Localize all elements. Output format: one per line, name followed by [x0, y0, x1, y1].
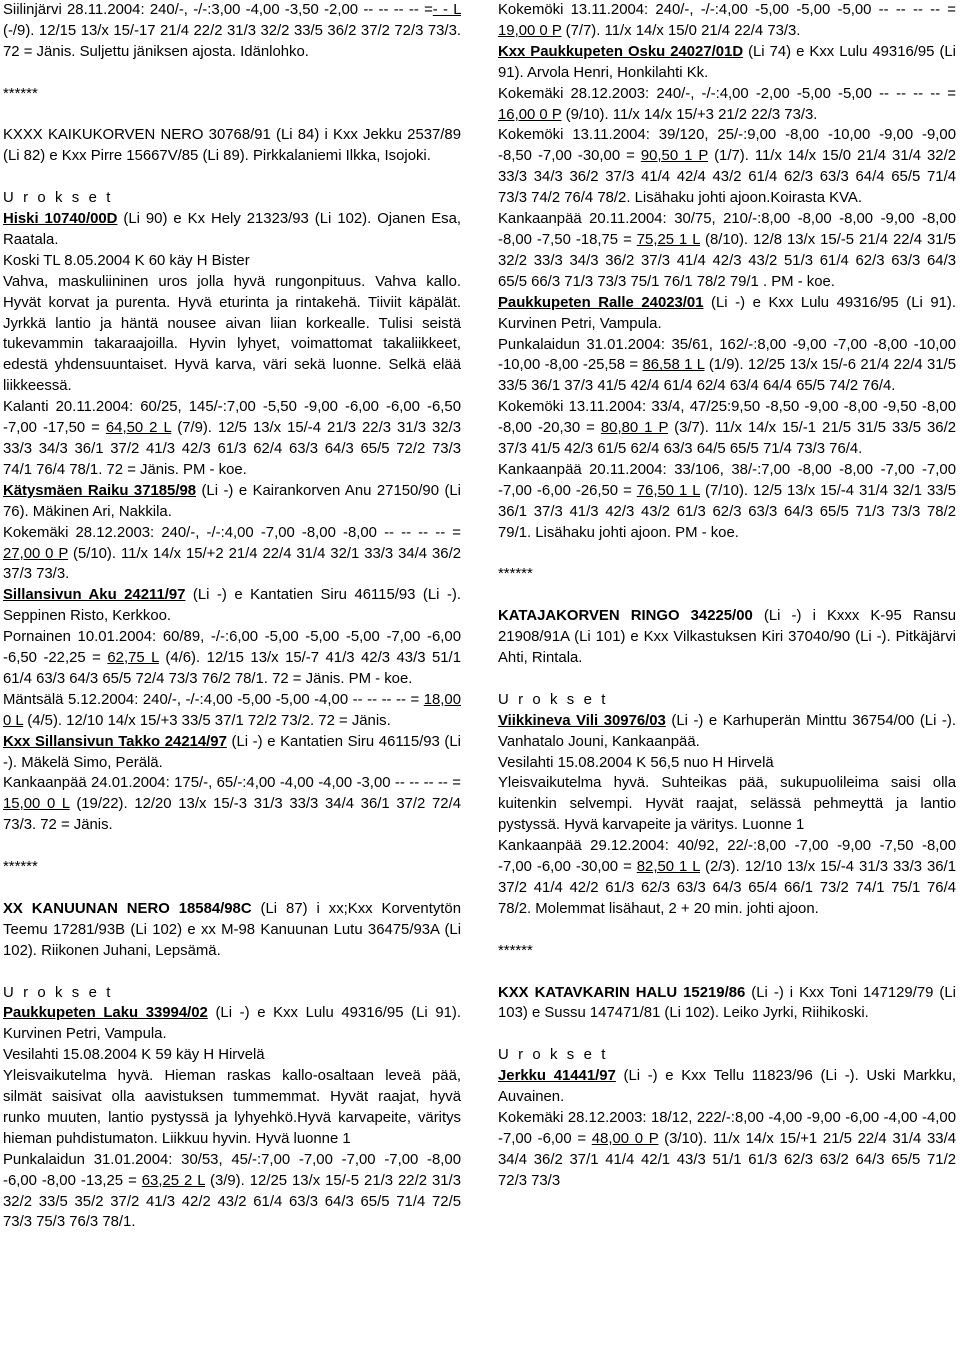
trial-result: 90,50 1 P	[640, 148, 709, 165]
offspring-entry: Paukkupeten Laku 33994/02 (Li -) e Kxx Lulu 49316/95 (Li 91). Kurvinen Petri, Vampula.	[3, 1005, 461, 1043]
offspring-entry: Paukkupeten Ralle 24023/01 (Li -) e Kxx Lulu 49316/95 (Li 91). Kurvinen Petri, Vampula.	[498, 294, 956, 332]
trial-result: 75,25 1 L	[636, 231, 701, 248]
trial-result: 76,50 1 L	[636, 482, 701, 499]
trial-record: Punkalaidun 31.01.2004: 30/53, 45/-:7,00 -7,00 -7,00 -7,00 -8,00 -6,00 -8,00 -13,25 = 63,25 2 L (3/9). 12/25 13/x 15/-5 21/3 22/2 31/3 32/2 33/5 35/2 37/2 41/3 42/2 43/2 61/4 63/3 64/3 65/5 71/4 72/5 73/3 75/3 76/3 78/1.	[3, 1151, 461, 1231]
trial-record: Kokemöki 13.11.2004: 33/4, 47/25:9,50 -8,50 -9,00 -8,00 -9,50 -8,00 -8,00 -20,30 = 80,80 1 P (3/7). 11/x 14/x 15/-1 21/5 31/5 33/5 36/2 37/3 41/5 42/3 61/5 62/4 63/3 64/5 65/5 71/4 73/3 76/4.	[498, 399, 956, 458]
trial-record: Mäntsälä 5.12.2004: 240/-, -/-:4,00 -5,00 -5,00 -4,00 -- -- -- -- = 18,00 0 L (4/5). 12/10 14/x 15/+3 33/5 37/1 72/2 73/2. 72 = Jänis.	[3, 691, 461, 729]
trial-record: Pornainen 10.01.2004: 60/89, -/-:6,00 -5,00 -5,00 -5,00 -7,00 -6,00 -6,50 -22,25 = 62,75 L (4/6). 12/15 13/x 15/-7 41/3 42/3 43/3 51/1 61/4 63/3 64/3 65/5 72/4 73/3 76/2 78/1. 72 = Jänis. PM - koe.	[3, 629, 461, 687]
urokset-heading: U r o k s e t	[498, 1047, 608, 1064]
section-separator: ******	[498, 942, 533, 959]
trial-record: Kokemöki 13.11.2004: 240/-, -/-:4,00 -5,00 -5,00 -5,00 -- -- -- -- = 19,00 0 P (7/7). 11/x 14/x 15/0 21/4 22/4 73/3.	[498, 2, 956, 39]
show-critique: Yleisvaikutelma hyvä. Suhteikas pää, sukupuolileima saisi olla kuitenkin selvempi. Hyvät raajat, selässä pehmeyttä ja lantio pystyssä. Hyvä karvapeite ja väritys. Luonne 1	[498, 775, 956, 834]
trial-record: Kankaanpää 20.11.2004: 30/75, 210/-:8,00 -8,00 -8,00 -9,00 -8,00 -8,00 -7,50 -18,75 = 75,25 1 L (8/10). 12/8 13/x 15/-5 21/4 22/4 31/5 32/2 33/3 34/3 36/2 37/3 41/4 42/3 43/2 51/3 61/4 62/3 63/3 64/3 65/5 66/3 71/3 73/3 75/1 76/1 78/2 79/1 . PM - koe.	[498, 211, 956, 290]
trial-result: 27,00 0 P	[3, 545, 69, 562]
sire-entry-heading: KXXX KAIKUKORVEN NERO 30768/91 (Li 84) i Kxx Jekku 2537/89 (Li 82) e Kxx Pirre 15667V/85 (Li 89). Pirkkalaniemi Ilkka, Isojoki.	[3, 127, 461, 165]
trial-result: 80,80 1 P	[600, 420, 669, 437]
trial-record: Kokemäki 28.12.2003: 240/-, -/-:4,00 -2,00 -5,00 -5,00 -- -- -- -- = 16,00 0 P (9/10). 11/x 14/x 15/+3 21/2 22/3 73/3.	[498, 85, 956, 123]
offspring-entry: Viikkineva Vili 30976/03 (Li -) e Karhuperän Minttu 36754/00 (Li -). Vanhatalo Jouni, Kankaanpää.	[498, 712, 956, 750]
trial-record: Kankaanpää 20.11.2004: 33/106, 38/-:7,00 -8,00 -8,00 -7,00 -7,00 -7,00 -6,00 -26,50 = 76,50 1 L (7/10). 12/5 13/x 15/-4 31/4 32/1 33/5 36/1 37/3 41/3 42/3 43/2 61/3 62/3 63/3 64/3 65/5 71/3 73/3 78/2 79/1. Lisähaku johti ajoon. PM - koe.	[498, 461, 956, 541]
offspring-name: Kxx Paukkupeten Osku 24027/01D	[498, 43, 744, 60]
urokset-heading: U r o k s e t	[498, 691, 608, 708]
offspring-entry: Hiski 10740/00D (Li 90) e Kx Hely 21323/93 (Li 102). Ojanen Esa, Raatala.	[3, 211, 461, 248]
show-record: Vesilahti 15.08.2004 K 59 käy H Hirvelä	[3, 1047, 265, 1064]
offspring-name: Jerkku 41441/97	[498, 1068, 616, 1085]
trial-result: 64,50 2 L	[105, 420, 172, 437]
offspring-name: Sillansivun Aku 24211/97	[3, 587, 186, 604]
urokset-heading: U r o k s e t	[3, 190, 113, 207]
trial-record: Kalanti 20.11.2004: 60/25, 145/-:7,00 -5,50 -9,00 -6,00 -6,00 -6,50 -7,00 -17,50 = 64,50 2 L (7/9). 12/5 13/x 15/-4 21/3 22/3 31/3 32/3 33/3 34/3 36/1 37/2 41/3 42/3 61/3 62/4 63/3 64/3 65/5 72/2 73/3 74/1 76/4 78/1. 72 = Jänis. PM - koe.	[3, 399, 461, 478]
left-column	[3, 0, 461, 1233]
trial-record: Siilinjärvi 28.11.2004: 240/-, -/-:3,00 -4,00 -3,50 -2,00 -- -- -- -- =- - L (-/9). 12/15 13/x 15/-17 21/4 22/2 31/3 32/2 33/5 36/2 37/2 72/3 73/3. 72 = Jänis. Suljettu jäniksen ajosta. Idänlohko.	[3, 2, 461, 60]
sire-entry-heading: KXX KATAVKARIN HALU 15219/86 (Li -) i Kxx Toni 147129/79 (Li 103) e Sussu 147471/81 (Li 102). Leiko Jyrki, Riihikoski.	[498, 984, 956, 1022]
offspring-name: Kätysmäen Raiku 37185/98	[3, 482, 197, 499]
section-separator: ******	[3, 85, 38, 102]
offspring-name: Kxx Sillansivun Takko 24214/97	[3, 733, 227, 750]
offspring-entry: Jerkku 41441/97 (Li -) e Kxx Tellu 11823/96 (Li -). Uski Markku, Auvainen.	[498, 1068, 957, 1106]
offspring-entry: Kxx Paukkupeten Osku 24027/01D (Li 74) e Kxx Lulu 49316/95 (Li 91). Arvola Henri, Honkilahti Kk.	[498, 43, 956, 81]
show-critique: Yleisvaikutelma hyvä. Hieman raskas kallo-osaltaan leveä pää, silmät saisivat olla aavistuksen tummemmat. Hyvät raajat, hyvä runko muuten, lantio pystyssä ja lyhyehkö.Hyvä karvapeite, väritys hieman puhdistumaton. Liikkuu hyvin. Hyvä luonne 1	[3, 1068, 461, 1147]
offspring-name: Paukkupeten Ralle 24023/01	[498, 294, 704, 311]
offspring-name: Hiski 10740/00D	[3, 211, 118, 228]
show-critique: Vahva, maskuliininen uros jolla hyvä rungonpituus. Vahva kallo. Hyvät korvat ja purenta. Hyvä eturinta ja rintakehä. Tiiviit käpälät. Jyrkkä lantio ja häntä nousee aivan liian korkealle. Tulisi seistä tukevammin takaraajoilla. Hyvin lyhyet, voimattomat takaliikkeet, edestä yhdensuuntaiset. Hyvä karva, väri sekä luonne. Selkä elää liikkeessä.	[3, 273, 461, 395]
trial-result: 62,75 L	[107, 650, 159, 667]
show-record: Vesilahti 15.08.2004 K 56,5 nuo H Hirvelä	[498, 754, 774, 771]
offspring-entry: Sillansivun Aku 24211/97 (Li -) e Kantatien Siru 46115/93 (Li -). Seppinen Risto, Kerkkoo.	[3, 587, 462, 625]
trial-record: Kokemöki 13.11.2004: 39/120, 25/-:9,00 -8,00 -10,00 -9,00 -9,00 -8,50 -7,00 -30,00 = 90,50 1 P (1/7). 11/x 14/x 15/0 21/4 31/4 32/2 33/3 34/3 36/2 37/3 41/4 42/4 43/2 61/4 62/3 63/3 64/4 65/5 71/4 73/3 74/2 76/4 78/2. Lisähaku johti ajoon.Koirasta KVA.	[498, 127, 957, 207]
trial-result: 86,58 1 L	[642, 357, 705, 374]
trial-record: Punkalaidun 31.01.2004: 35/61, 162/-:8,00 -9,00 -7,00 -8,00 -10,00 -10,00 -8,00 -25,58 = 86,58 1 L (1/9). 12/25 13/x 15/-6 21/4 22/4 31/5 33/5 36/1 37/3 41/5 42/4 61/4 62/4 63/4 64/4 65/5 74/2 76/4.	[498, 336, 956, 395]
show-record: Koski TL 8.05.2004 K 60 käy H Bister	[3, 252, 250, 269]
trial-record: Kokemäki 28.12.2003: 18/12, 222/-:8,00 -4,00 -9,00 -6,00 -4,00 -4,00 -7,00 -6,00 = 48,00 0 P (3/10). 11/x 14/x 15/+1 21/5 22/4 31/4 33/4 34/4 36/2 37/1 41/4 42/1 43/3 51/1 61/3 62/3 63/2 64/3 65/5 71/2 72/3 73/3	[498, 1109, 957, 1189]
trial-result: 82,50 1 L	[636, 859, 701, 876]
sire-entry-heading: KATAJAKORVEN RINGO 34225/00 (Li -) i Kxxx K-95 Ransu 21908/91A (Li 101) e Kxx Vilkastuksen Kiri 37040/90 (Li -). Pitkäjärvi Ahti, Rintala.	[498, 608, 956, 667]
offspring-entry: Kätysmäen Raiku 37185/98 (Li -) e Kairankorven Anu 27150/90 (Li 76). Mäkinen Ari, Nakkila.	[3, 482, 461, 520]
trial-result: 16,00 0 P	[498, 106, 562, 123]
offspring-name: Paukkupeten Laku 33994/02	[3, 1005, 208, 1022]
urokset-heading: U r o k s e t	[3, 984, 113, 1001]
trial-result: 18,00 0 L	[3, 691, 461, 729]
sire-entry-heading: XX KANUUNAN NERO 18584/98C (Li 87) i xx;Kxx Korventytön Teemu 17281/93B (Li 102) e xx M-98 Kanuunan Lutu 36475/93A (Li 102). Riikonen Juhani, Lepsämä.	[3, 900, 461, 959]
section-separator: ******	[3, 859, 38, 876]
section-separator: ******	[498, 566, 533, 583]
trial-record: Kankaanpää 24.01.2004: 175/-, 65/-:4,00 -4,00 -4,00 -3,00 -- -- -- -- = 15,00 0 L (19/22). 12/20 13/x 15/-3 31/3 33/3 34/4 36/1 37/2 72/4 73/3. 72 = Jänis.	[3, 775, 461, 834]
trial-result: 15,00 0 L	[3, 796, 70, 813]
trial-result: 19,00 0 P	[498, 22, 562, 39]
trial-record: Kokemäki 28.12.2003: 240/-, -/-:4,00 -7,00 -8,00 -8,00 -- -- -- -- = 27,00 0 P (5/10). 11/x 14/x 15/+2 21/4 22/4 31/4 32/1 33/3 34/4 36/2 37/3 73/3.	[3, 524, 461, 583]
right-column	[498, 0, 956, 1192]
trial-result: 63,25 2 L	[141, 1172, 206, 1189]
trial-record: Kankaanpää 29.12.2004: 40/92, 22/-:8,00 -7,00 -9,00 -7,50 -8,00 -7,00 -6,00 -30,00 = 82,50 1 L (2/3). 12/10 13/x 15/-4 31/3 33/3 36/1 37/2 41/4 42/2 61/3 62/3 63/3 64/3 65/4 66/1 73/2 74/1 75/1 76/4 78/2. Molemmat lisähaut, 2 + 20 min. johti ajoon.	[498, 838, 956, 917]
trial-result: 48,00 0 P	[591, 1130, 659, 1147]
offspring-name: Viikkineva Vili 30976/03	[498, 712, 666, 729]
offspring-entry: Kxx Sillansivun Takko 24214/97 (Li -) e Kantatien Siru 46115/93 (Li -). Mäkelä Simo, Perälä.	[3, 733, 461, 771]
